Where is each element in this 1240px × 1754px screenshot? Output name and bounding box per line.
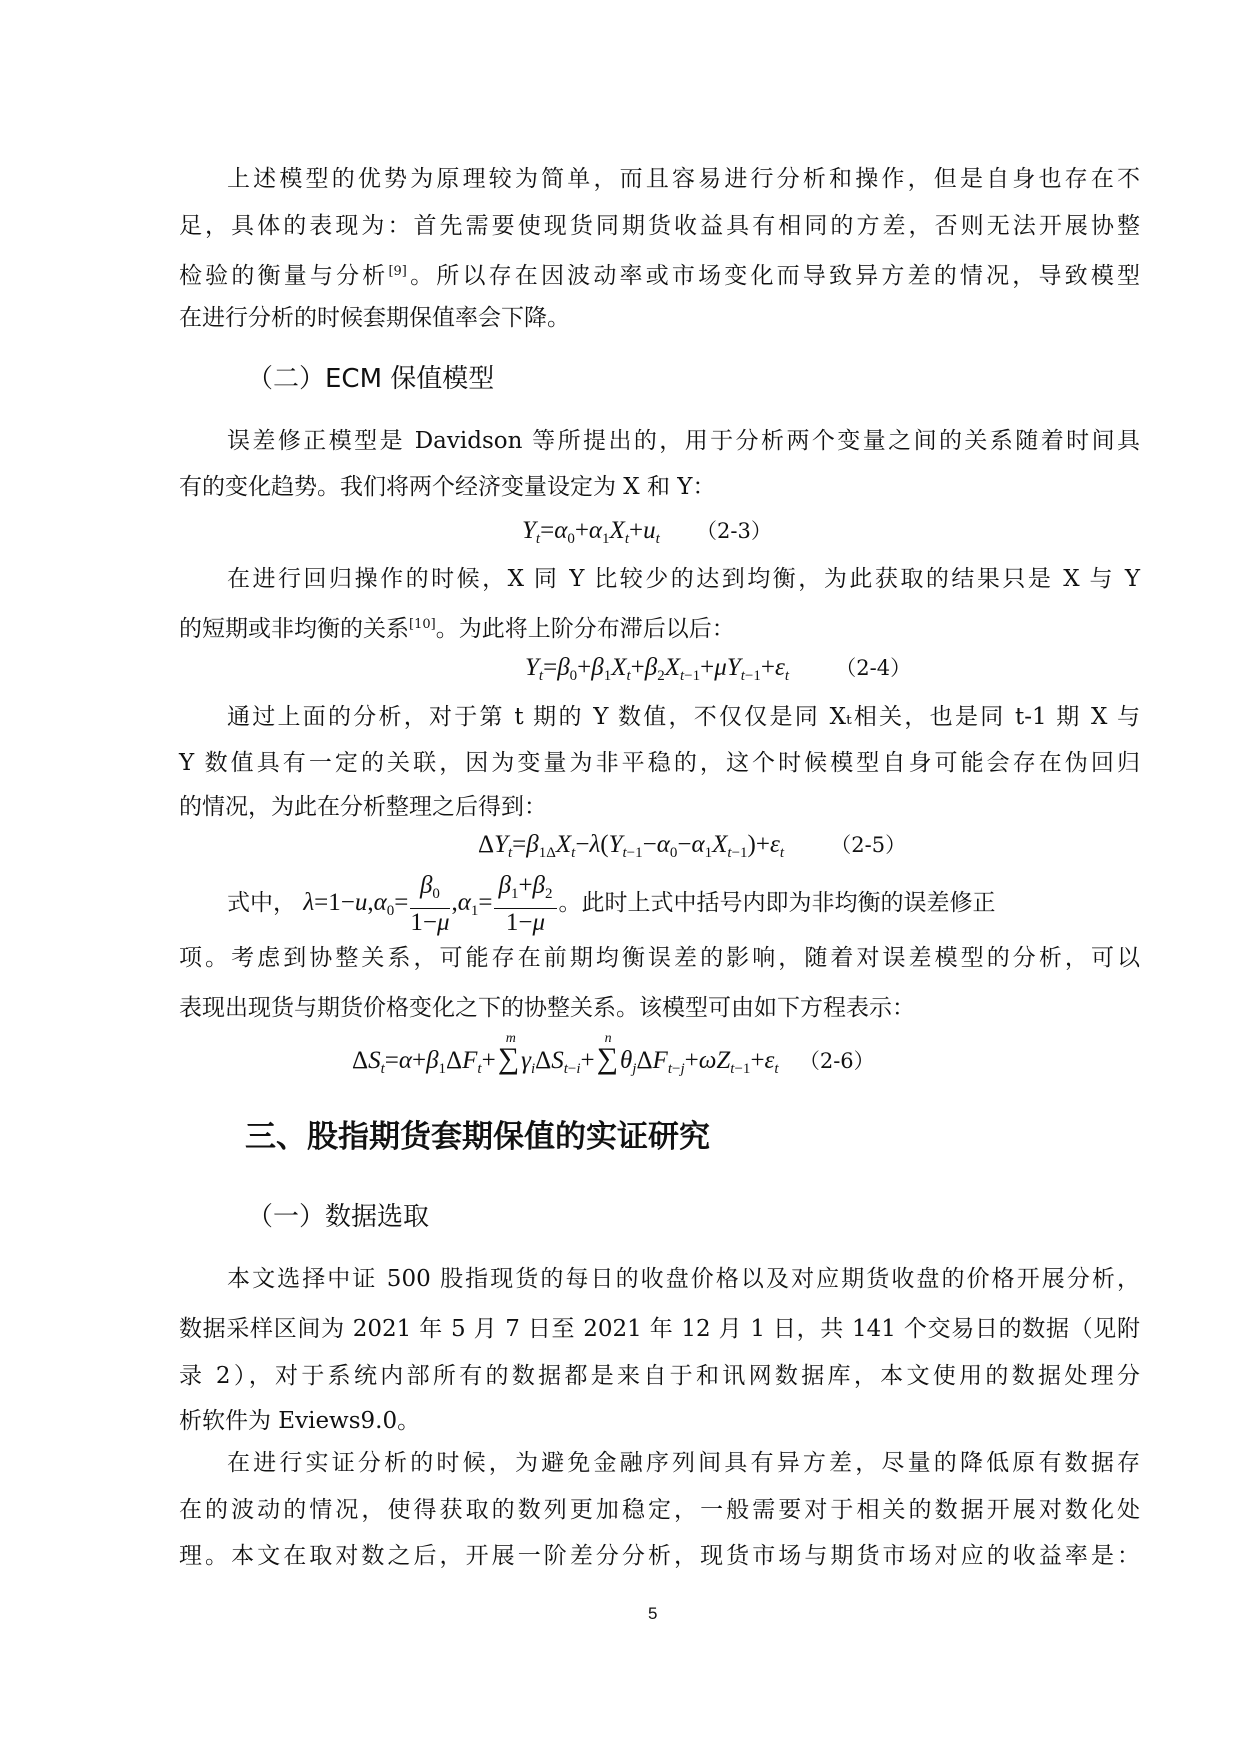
text-line: 数据采样区间为 2021 年 5 月 7 日至 2021 年 12 月 1 日，共 141 个交易日的数据（见附 bbox=[179, 1316, 1140, 1342]
page-number: 5 bbox=[648, 1604, 658, 1623]
text-line: 本文选择中证 500 股指现货的每日的收盘价格以及对应期货收盘的价格开展分析， bbox=[227, 1266, 1140, 1292]
text-line: 有的变化趋势。我们将两个经济变量设定为 X 和 Y： bbox=[179, 474, 716, 500]
text-line: 通过上面的分析，对于第 t 期的 Y 数值，不仅仅是同 Xₜ相关，也是同 t-1 期 X 与 bbox=[227, 704, 1140, 730]
text-line: 理。本文在取对数之后，开展一阶差分分析，现货市场与期货市场对应的收益率是： bbox=[179, 1543, 1140, 1569]
inline-formula: $\lambda=1-u,\alpha_0=$ $\frac{\beta_0}{1-\mu}$ $,\alpha_1=$ $\frac{\beta_1+\beta_2}{1-\mu}$ bbox=[303, 889, 558, 916]
section-heading-ecm: （二）ECM 保值模型 bbox=[247, 364, 495, 394]
text-line: 上述模型的优势为原理较为简单，而且容易进行分析和操作，但是自身也存在不 bbox=[227, 166, 1140, 192]
equation-label: （2-3） bbox=[696, 519, 772, 543]
equation-label: （2-5） bbox=[830, 833, 907, 857]
text-line bbox=[179, 610, 1140, 644]
text: 的短期或非均衡的关系 bbox=[179, 616, 409, 642]
section-heading-data: （一）数据选取 bbox=[247, 1202, 430, 1232]
text-line: 析软件为 Eviews9.0。 bbox=[179, 1408, 421, 1434]
text: 。此时上式中括号内即为非均衡的误差修正 bbox=[558, 890, 996, 917]
citation: [10] bbox=[409, 617, 436, 632]
text-line: Y 数值具有一定的关联，因为变量为非平稳的，这个时候模型自身可能会存在伪回归 bbox=[179, 750, 1140, 776]
text-line-with-fractions bbox=[227, 872, 996, 937]
text-line bbox=[179, 257, 1140, 291]
text-line: 录 2），对于系统内部所有的数据都是来自于和讯网数据库，本文使用的数据处理分 bbox=[179, 1363, 1140, 1389]
text: 式中， bbox=[227, 890, 296, 917]
equation-2-5: $\Delta Y_t=\beta_{1\Delta}X_t-\lambda(Y_{t-1}-\alpha_0-\alpha_1X_{t-1})+\varepsilon_t$ （2-5） bbox=[478, 831, 907, 861]
text: 检验的衡量与分析 bbox=[179, 263, 389, 289]
equation-2-4: $Y_t=\beta_0+\beta_1X_t+\beta_2X_{t-1}+\mu Y_{t-1}+\varepsilon_t$ （2-4） bbox=[525, 654, 912, 684]
text-line: 足，具体的表现为：首先需要使现货同期货收益具有相同的方差，否则无法开展协整 bbox=[179, 213, 1140, 239]
text-line: 项。考虑到协整关系，可能存在前期均衡误差的影响，随着对误差模型的分析，可以 bbox=[179, 945, 1140, 971]
text-line: 表现出现货与期货价格变化之下的协整关系。该模型可由如下方程表示： bbox=[179, 995, 915, 1021]
text-line: 误差修正模型是 Davidson 等所提出的，用于分析两个变量之间的关系随着时间具 bbox=[227, 428, 1140, 454]
equation-2-6: $\Delta S_t=\alpha+\beta_1\Delta F_t+\sum$ m $\gamma_i\Delta S_{t-i}+\sum$ n $\theta_j\Delta F_{t-j}+\omega Z_{t-1}+\varepsilon_t$ （2-6） bbox=[352, 1031, 875, 1077]
text-line: 在进行分析的时候套期保值率会下降。 bbox=[179, 305, 570, 331]
citation: [9] bbox=[388, 264, 407, 279]
text-line: 在进行实证分析的时候，为避免金融序列间具有异方差，尽量的降低原有数据存 bbox=[227, 1450, 1140, 1476]
equation-2-3: $Y_t=\alpha_0+\alpha_1X_t+u_t$ （2-3） bbox=[522, 517, 772, 547]
text-line: 的情况，为此在分析整理之后得到： bbox=[179, 794, 547, 820]
text: 。为此将上阶分布滞后以后： bbox=[435, 616, 735, 642]
equation-label: （2-4） bbox=[835, 656, 912, 680]
text-line: 在的波动的情况，使得获取的数列更加稳定，一般需要对于相关的数据开展对数化处 bbox=[179, 1497, 1140, 1523]
text: 。所以存在因波动率或市场变化而导致异方差的情况，导致模型 bbox=[406, 263, 1141, 289]
text-line: 在进行回归操作的时候，X 同 Y 比较少的达到均衡，为此获取的结果只是 X 与 Y bbox=[227, 566, 1140, 592]
chapter-heading: 三、股指期货套期保值的实证研究 bbox=[245, 1119, 710, 1155]
equation-label: （2-6） bbox=[798, 1049, 875, 1073]
